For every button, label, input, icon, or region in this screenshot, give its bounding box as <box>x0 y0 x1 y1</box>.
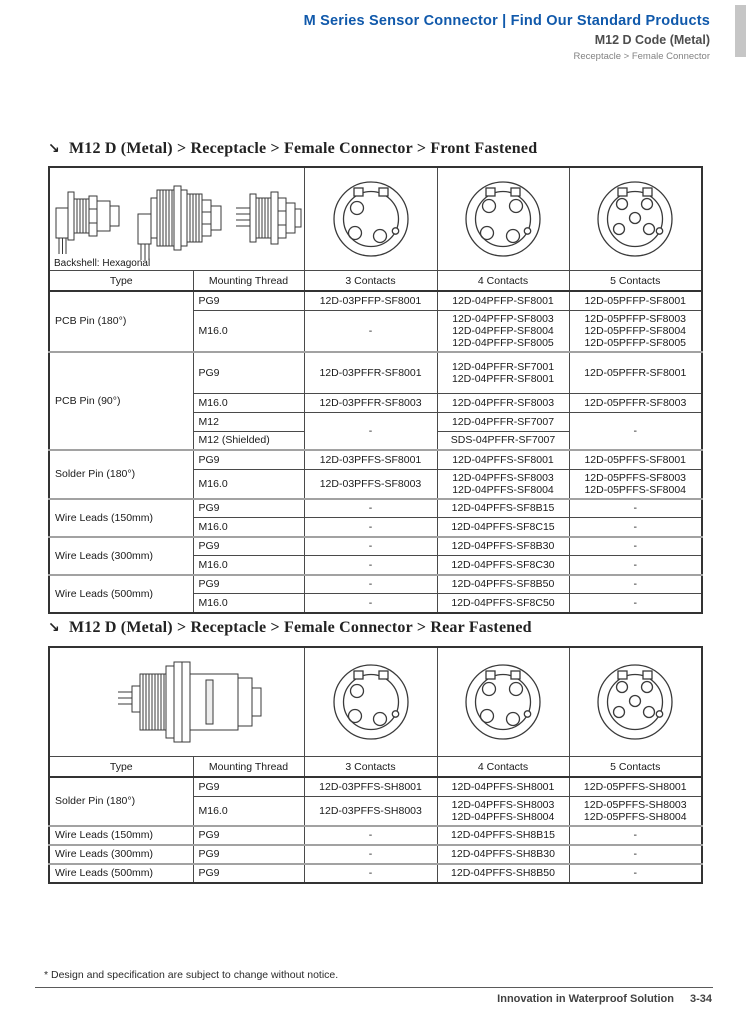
empty-cell: - <box>569 537 702 556</box>
3-contacts-face-cell <box>304 647 437 757</box>
empty-cell: - <box>569 412 702 450</box>
drawing-cell <box>49 167 304 271</box>
part-number-cell: 12D-05PFFR-SF8001 <box>569 352 702 394</box>
column-header: Mounting Thread <box>193 271 304 292</box>
section-title-front-fastened <box>48 140 537 158</box>
part-number-cell: 12D-04PFFR-SF7007 <box>437 412 569 431</box>
mounting-thread-cell: PG9 <box>193 826 304 845</box>
footnote: * Design and specification are subject to change without notice. <box>44 969 339 981</box>
empty-cell: - <box>569 518 702 537</box>
part-number-cell: SDS-04PFFR-SF7007 <box>437 431 569 450</box>
empty-cell: - <box>569 499 702 518</box>
column-header: Type <box>49 757 193 778</box>
mounting-thread-cell: PG9 <box>193 575 304 594</box>
empty-cell: - <box>304 556 437 575</box>
header-title: M Series Sensor Connector | Find Our Standard Products <box>303 13 710 29</box>
empty-cell: - <box>304 537 437 556</box>
part-number-cell: 12D-03PFFS-SH8001 <box>304 777 437 796</box>
page-number: 3-34 <box>689 993 712 1005</box>
mounting-thread-cell: M16.0 <box>193 393 304 412</box>
column-header: 4 Contacts <box>437 757 569 778</box>
table-row <box>49 537 702 556</box>
column-header: 5 Contacts <box>569 271 702 292</box>
part-number-cell: 12D-04PFFS-SF8B15 <box>437 499 569 518</box>
empty-cell: - <box>304 412 437 450</box>
4-contacts-face-drawing <box>438 172 568 266</box>
empty-cell: - <box>304 575 437 594</box>
4-contacts-face-cell <box>437 167 569 271</box>
column-header: 3 Contacts <box>304 271 437 292</box>
column-header: 3 Contacts <box>304 757 437 778</box>
part-number-cell: 12D-05PFFS-SF8003 12D-05PFFS-SF8004 <box>569 469 702 499</box>
header-subtitle: M12 D Code (Metal) <box>594 33 710 47</box>
footer-tagline: Innovation in Waterproof Solution <box>497 993 674 1005</box>
backshell-note: Backshell: Hexagonal <box>54 258 151 269</box>
mounting-thread-cell: M16.0 <box>193 594 304 613</box>
page-header <box>304 13 710 62</box>
part-number-cell: 12D-05PFFS-SH8003 12D-05PFFS-SH8004 <box>569 796 702 826</box>
empty-cell: - <box>304 845 437 864</box>
mounting-thread-cell: PG9 <box>193 291 304 310</box>
part-number-cell: 12D-04PFFP-SF8001 <box>437 291 569 310</box>
connector-side-view-drawings <box>50 170 303 268</box>
part-number-cell: 12D-05PFFP-SF8003 12D-05PFFP-SF8004 12D-05PFFP-SF8005 <box>569 310 702 352</box>
part-number-cell: 12D-04PFFS-SF8001 <box>437 450 569 469</box>
table-row <box>49 575 702 594</box>
3-contacts-face-drawing <box>306 172 436 266</box>
table-row <box>49 499 702 518</box>
5-contacts-face-drawing <box>570 172 700 266</box>
corner-arrow-icon: ↘ <box>48 141 60 157</box>
part-number-cell: 12D-04PFFS-SH8B50 <box>437 864 569 883</box>
type-cell: Wire Leads (300mm) <box>49 537 193 575</box>
empty-cell: - <box>569 594 702 613</box>
mounting-thread-cell: M16.0 <box>193 518 304 537</box>
empty-cell: - <box>304 518 437 537</box>
table-row <box>49 826 702 845</box>
part-number-cell: 12D-04PFFR-SF7001 12D-04PFFR-SF8001 <box>437 352 569 394</box>
mounting-thread-cell: M12 (Shielded) <box>193 431 304 450</box>
type-cell: Wire Leads (150mm) <box>49 826 193 845</box>
table-rear-fastened <box>48 646 703 884</box>
section-title-rear-fastened <box>48 619 532 637</box>
mounting-thread-cell: M16.0 <box>193 310 304 352</box>
4-contacts-face-drawing <box>438 655 568 749</box>
mounting-thread-cell: M16.0 <box>193 796 304 826</box>
part-number-cell: 12D-04PFFS-SF8C30 <box>437 556 569 575</box>
part-number-cell: 12D-04PFFS-SH8001 <box>437 777 569 796</box>
empty-cell: - <box>304 864 437 883</box>
empty-cell: - <box>569 575 702 594</box>
table-row <box>49 845 702 864</box>
drawing-cell <box>49 647 304 757</box>
page-edge-tab <box>735 5 746 57</box>
footer <box>497 993 712 1005</box>
5-contacts-face-cell <box>569 167 702 271</box>
mounting-thread-cell: M12 <box>193 412 304 431</box>
3-contacts-face-drawing <box>306 655 436 749</box>
type-cell: Wire Leads (300mm) <box>49 845 193 864</box>
mounting-thread-cell: PG9 <box>193 777 304 796</box>
table-front-fastened <box>48 166 703 614</box>
mounting-thread-cell: PG9 <box>193 499 304 518</box>
mounting-thread-cell: PG9 <box>193 352 304 394</box>
part-number-cell: 12D-05PFFP-SF8001 <box>569 291 702 310</box>
part-number-cell: 12D-03PFFS-SF8001 <box>304 450 437 469</box>
part-number-cell: 12D-05PFFR-SF8003 <box>569 393 702 412</box>
connector-side-view-drawing <box>50 650 303 754</box>
3-contacts-face-cell <box>304 167 437 271</box>
part-number-cell: 12D-05PFFS-SF8001 <box>569 450 702 469</box>
section-title-text: M12 D (Metal) > Receptacle > Female Connector > Rear Fastened <box>68 619 532 636</box>
footer-divider <box>35 987 713 988</box>
column-header: 4 Contacts <box>437 271 569 292</box>
mounting-thread-cell: PG9 <box>193 864 304 883</box>
part-number-cell: 12D-05PFFS-SH8001 <box>569 777 702 796</box>
empty-cell: - <box>569 864 702 883</box>
mounting-thread-cell: M16.0 <box>193 469 304 499</box>
part-number-cell: 12D-04PFFS-SH8B30 <box>437 845 569 864</box>
part-number-cell: 12D-03PFFS-SF8003 <box>304 469 437 499</box>
mounting-thread-cell: PG9 <box>193 845 304 864</box>
table-row <box>49 777 702 796</box>
type-cell: Solder Pin (180°) <box>49 777 193 826</box>
type-cell: PCB Pin (180°) <box>49 291 193 352</box>
mounting-thread-cell: PG9 <box>193 450 304 469</box>
table-row <box>49 450 702 469</box>
empty-cell: - <box>569 556 702 575</box>
table-row <box>49 352 702 394</box>
part-number-cell: 12D-04PFFS-SF8B50 <box>437 575 569 594</box>
column-header: Mounting Thread <box>193 757 304 778</box>
empty-cell: - <box>569 845 702 864</box>
column-header: 5 Contacts <box>569 757 702 778</box>
part-number-cell: 12D-03PFFR-SF8001 <box>304 352 437 394</box>
type-cell: Wire Leads (150mm) <box>49 499 193 537</box>
part-number-cell: 12D-03PFFP-SF8001 <box>304 291 437 310</box>
empty-cell: - <box>304 826 437 845</box>
4-contacts-face-cell <box>437 647 569 757</box>
part-number-cell: 12D-04PFFR-SF8003 <box>437 393 569 412</box>
type-cell: Solder Pin (180°) <box>49 450 193 499</box>
empty-cell: - <box>304 594 437 613</box>
type-cell: Wire Leads (500mm) <box>49 864 193 883</box>
type-cell: PCB Pin (90°) <box>49 352 193 451</box>
section-title-text: M12 D (Metal) > Receptacle > Female Connector > Front Fastened <box>68 140 538 157</box>
part-number-cell: 12D-04PFFS-SH8B15 <box>437 826 569 845</box>
5-contacts-face-cell <box>569 647 702 757</box>
5-contacts-face-drawing <box>570 655 700 749</box>
part-number-cell: 12D-04PFFS-SF8B30 <box>437 537 569 556</box>
part-number-cell: 12D-04PFFS-SF8003 12D-04PFFS-SF8004 <box>437 469 569 499</box>
column-header: Type <box>49 271 193 292</box>
breadcrumb: Receptacle > Female Connector <box>573 51 710 62</box>
table-row <box>49 864 702 883</box>
part-number-cell: 12D-04PFFS-SF8C15 <box>437 518 569 537</box>
part-number-cell: 12D-03PFFS-SH8003 <box>304 796 437 826</box>
part-number-cell: 12D-04PFFS-SH8003 12D-04PFFS-SH8004 <box>437 796 569 826</box>
part-number-cell: 12D-04PFFS-SF8C50 <box>437 594 569 613</box>
empty-cell: - <box>304 310 437 352</box>
empty-cell: - <box>304 499 437 518</box>
table-row <box>49 291 702 310</box>
mounting-thread-cell: M16.0 <box>193 556 304 575</box>
part-number-cell: 12D-03PFFR-SF8003 <box>304 393 437 412</box>
empty-cell: - <box>569 826 702 845</box>
type-cell: Wire Leads (500mm) <box>49 575 193 613</box>
corner-arrow-icon: ↘ <box>48 620 60 636</box>
mounting-thread-cell: PG9 <box>193 537 304 556</box>
part-number-cell: 12D-04PFFP-SF8003 12D-04PFFP-SF8004 12D-04PFFP-SF8005 <box>437 310 569 352</box>
